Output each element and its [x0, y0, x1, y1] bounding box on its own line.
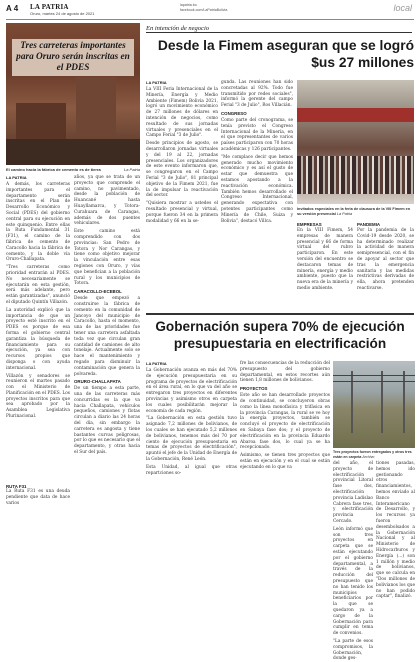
main-subhead-empresas: EMPRESAS	[297, 222, 322, 227]
main-paragraph: "Quisiera mostrar a ustedes el resultado presencial y virtual, porque fueron 34 en la primera modalidad y 66 en la se-	[146, 201, 218, 224]
second-paragraph: "La parte de esos compromisos, la Gobernación, donde ges-	[333, 638, 373, 662]
left-paragraph: La autoridad explicó que la importancia de que un proyecto esté inscrito en el PDES es porque de esa forma el gobierno central garantiza la búsqueda de financiamiento para su ejecución, ya sea con recursos propios que disponga o con ayuda internacional.	[6, 307, 70, 371]
left-paragraph: A demás, los carreteras importantes para el departamento serán inscritas en el Plan de Desarrollo Económico y Social (PDES) del gobierno central para su ejecución en este quinquenio. Entre ellas la Ruta Fundamental 31 (F31), el camino de la fábrica de cemento de Caracollo hacia la fábrica de cemento, y la doble vía Oruro-Challapata.	[6, 182, 70, 263]
power-photo-caption: Tres proyectos fueron entregados y otros tres están en carpeta Archivo	[333, 450, 412, 459]
main-paragraph: Desde principios de agosto, se desarrollaron jornadas virtuales y del 19 al 22, jornadas presenciales. Los organizadores de este evento informaron que, se congregaron en el Campo Ferial "3 de Julio", 81 principal objetivo de la Fimem 2021, fue la de impulsar la reactivación del sector.	[146, 141, 218, 199]
left-col-1	[6, 175, 70, 530]
fimem-event-photo	[297, 80, 414, 204]
left-challapata-text: De un tiempo a esta parte, una de las carreteras más concurridas es la que va hacia Challapata, vehículos pequeños, camiones y flotas circulan a diario las 24 horas del día, sin embargo la carretera es angosta y tiene bastantes curvas peligrosas, por lo que es necesario que el departamento, y otras hacia el Sur del país.	[74, 386, 140, 456]
website-link[interactable]: lapatria.bo	[180, 3, 197, 7]
main-empresas-text: En la VIII Fimem, 54 empresas de manera presencial y 66 de forma virtual del rubro participaron. En este versión del encuentro se destacaron temas de minería, energía y medio ambiente, puesto que la nueva era de la minería y medio ambiente.	[297, 228, 353, 291]
second-headline: Gobernación supera 70% de ejecución presupuestaria en electrificación	[155, 319, 405, 351]
main-paragraph: gunda. Las reuniones han sido concretadas al 92%. Todo fue transmitido por redes sociales", informó la gerente del campo Ferial "3 de Julio", Ros Villacián.	[221, 80, 293, 109]
power-lines-photo	[333, 361, 415, 448]
second-col-4	[376, 461, 415, 600]
left-subhead-ruta: RUTA F31	[6, 484, 27, 489]
left-headline: Tres carreteras importantes para Oruro serán inscritas en el PDES	[12, 39, 134, 76]
left-ruta-text: La Ruta F31 es una deuda pendiente que data de hace varios	[6, 489, 70, 506]
left-subhead-caracollo: CARACOLLO-ECEBOL	[74, 289, 122, 295]
second-paragraph: del año, el proyecto de electrificación provincial Litoral fase dos, electrificación provincia Ladislao Cabrera fase tres, y electrificación provincia Cercado.	[333, 461, 373, 524]
second-story-rule	[146, 313, 414, 315]
main-headline: Desde la Fimem aseguran que se logró $us 27 millones	[157, 38, 414, 70]
main-subhead-pandemia: PANDEMIA	[357, 222, 381, 227]
second-paragraph: fre las consecuencias de la reducción del presupuesto del gobierno departamental, en estos recortes aún tienen 1,8 millones de bolivianos.	[240, 361, 330, 384]
main-col-1	[146, 80, 218, 312]
main-byline: LA PATRIA	[146, 80, 167, 85]
left-col-2	[74, 175, 140, 530]
left-caracollo-text: Desde que empezó a construirse la fábrica de cemento en la comunidad de Jancoyo del municipio de Caracollo, hasta el momento, una de las prioridades fue tener una carretera asfaltada toda vez que circulan gran cantidad de camiones de alto tonelaje. Actualmente solo se hace el mantenimiento y regado para disminuir la contaminación que genera la polvareda.	[74, 296, 140, 377]
main-col-2	[221, 80, 293, 312]
second-paragraph: Esta Unidad, al igual que otras repartciones so-	[146, 464, 237, 476]
second-paragraph: tiones pasadas, hemos ido gestionando otros financiamientos, hemos enviado al Banco Interamericano de Desarrollo, y los recursos ya fueron desembolsados a la Gobernación Nacional y al Ministerio de Hidrocarburos y Energía (...) son 1 millón y medio de bolivianos, que se calcula en "Dos millones de bolivianos los que no han podido captar", finalizó.	[376, 461, 415, 600]
facebook-link[interactable]: facebook.com/LaPatriaBolivia	[180, 8, 228, 12]
main-kicker: En intención de negocio	[146, 25, 209, 32]
left-paragraph: Este camino está comprendido con dos provincias: San Pedro de Totora y Nor Carangas, y tiene como objetivo mejorar la vinculación entre esas regiones con Oruro, y vías que benefician a la población rural y los municipios de Totora.	[74, 229, 140, 287]
main-col-3	[297, 222, 353, 312]
road-photo	[6, 23, 140, 165]
second-col-2	[240, 361, 330, 531]
power-photo-credit: Archivo	[362, 454, 375, 459]
left-byline: LA PATRIA	[6, 175, 27, 180]
main-pandemia-text: Por la pandemia de la Covid-19 desde 2020, se ha determinado realizar la actividad de manera semipresencial, con el fin de apoyar al sector que tras la emergencia sanitaria y las medidas restrictivas derivadas de ella, ahora pretenden reactivarse.	[357, 228, 414, 291]
second-paragraph: León informó que son tres proyectos en carpeta que se están ejecutando por el gobierno departamental, a través de la reducción del presupuesto que no han tenido los municipios beneficiarios por la que se quedaron ya a cargo de la Gobernación para cumplir en tema de convenios.	[333, 526, 373, 637]
left-paragraph: "Tres carreteras como prioridad entrarán al PDES. No necesariamente se ejecutarán en esta gestión, será más adelante, pero están garantizadas", anunció el diputado Quintín Villazón.	[6, 265, 70, 305]
second-col-1	[146, 361, 237, 531]
second-paragraph: La Gobernación avanza en más del 70% de ejecución presupuestaria en su programa de proyectos de electrificación en el área rural, en lo que va del año se entregaron tres proyectos en diferentes provincias y asimismo otros en carpeta los cuales posibilitarán mejorar la economía de cada región.	[146, 368, 237, 414]
second-byline: LA PATRIA	[146, 361, 167, 366]
left-paragraph: años, ya que se trata de un proyecto que comprende el camino, no pavimentado, desde la población de Huancané hasta Huayllamarca, y Totora-Curahuara de Carangas, además de dos puentes vehiculares.	[74, 175, 140, 227]
main-paragraph: Como parte del cronograma, se tenía previsto el Congreso Internacional de la Minería, en el que representantes de varios países participaron con 70 horas académicas y 126 participantes.	[221, 117, 293, 152]
header-rule	[6, 19, 414, 20]
second-paragraph: Este año se han desarrollado proyectos de continuidad, se concluyeron obras como la línea monofásica y trifásica en la provincia Carangas, la rural se ve hoy la energía proyectos, también se concluyó el proyecto de electrificación en Sabaya fase dos; y el proyecto de electrificación en la provincia Eduardo Abaroa fase dos, lo cual ya se ha recepcionado.	[240, 393, 330, 451]
paper-name: LA PATRIA	[30, 3, 69, 11]
left-paragraph: Villazón y senadores se reunieron el martes pasado con el Ministerio de Planificación en el PDES. Los proyectos inscritos para que sea aprobado por la Asamblea Legislativa Plurinacional.	[6, 373, 70, 420]
main-paragraph: "Me complace decir que hemos generado mucho movimiento económico y es así el gusto de estar que demuestra que estamos apostando a la reactivación económica. También hemos desarrollado el Congreso Internacional, generando expectativa con potentes participantes como Minería de Chile, Suiza y Bolivia", destacó Villca.	[221, 154, 293, 224]
section-label: local	[393, 3, 412, 13]
left-photo-caption: El camino hacia la fábrica de cemento es de tierra La Patria	[6, 167, 140, 172]
page-number: A 4	[6, 4, 19, 13]
second-paragraph: Asimismo, se tienen tres proyectos que están en ejecución y en el cual se están ejecutando en lo que va	[240, 453, 330, 470]
web-links	[180, 3, 227, 13]
kicker-rule	[146, 32, 412, 33]
main-subhead-congreso: CONGRESO	[221, 110, 247, 116]
second-col-3	[333, 461, 373, 662]
fimem-photo-credit: La Patria	[336, 211, 353, 216]
main-col-4	[357, 222, 414, 312]
second-paragraph: "La Gobernación en esta gestión tuvo asignado 7,2 millones de bolivianos, de los cuales se han ejecutado 5,2 millones de bolivianos, tenemos más del 70 por ciento de ejecución presupuestaria en temas de proyectos de electrificación", apuntó el jefe de la Unidad de Energía de la Gobernación, René León.	[146, 416, 237, 462]
fimem-photo-caption: Invitados especiales en la feria de clausura de la VIII Fimem en su versión presencial La Patria	[297, 207, 411, 216]
left-photo-credit: La Patria	[123, 167, 140, 172]
masthead	[30, 3, 94, 16]
second-subhead-proyectos: PROYECTOS	[240, 386, 268, 392]
left-subhead-challapata: ORURO-CHALLAPATA	[74, 379, 121, 385]
issue-date: Oruro, martes 24 de agosto de 2021	[30, 11, 95, 16]
main-paragraph: La VIII Feria Internacional de la Minería, Energía y Medio Ambiente (Fimem) Bolivia 2021, logró un movimiento económico de 27 millones de dólares en intención de negocios, como resultado de sus jornadas virtuales y presenciales en el Campo Ferial "3 de Julio".	[146, 87, 218, 139]
